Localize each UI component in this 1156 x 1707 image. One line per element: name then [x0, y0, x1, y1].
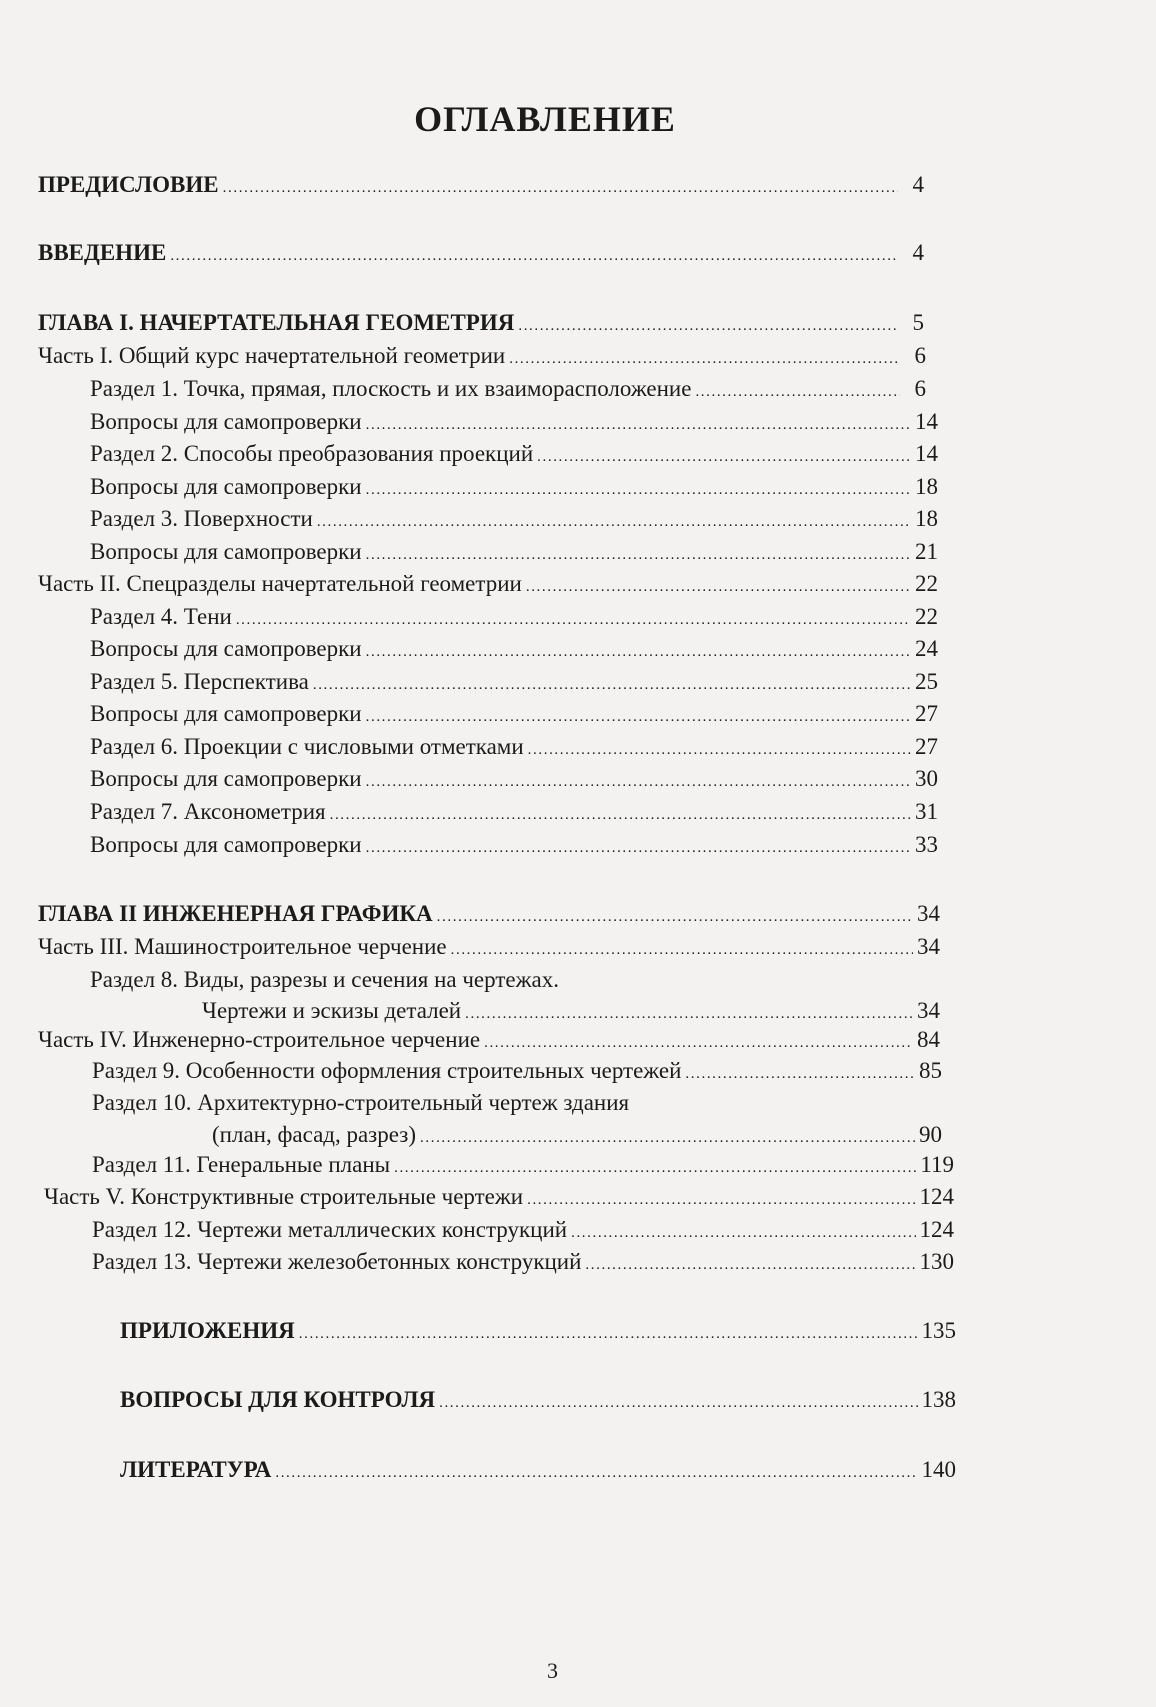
leader-dots	[571, 1213, 915, 1247]
toc-entry-page: 14	[915, 441, 938, 466]
toc-entry-page: 31	[915, 799, 938, 824]
toc-entry-title: Часть V. Конструктивные строительные чертежи	[44, 1184, 524, 1209]
toc-entry-page: 6	[914, 343, 926, 368]
toc-entry-title: Часть IV. Инженерно-строительное черчение	[38, 1027, 481, 1052]
toc-entry-section-6	[90, 730, 938, 764]
toc-entry-title: Часть I. Общий курс начертательной геометрии	[38, 343, 506, 368]
leader-dots	[420, 1118, 915, 1152]
leader-dots	[509, 339, 900, 373]
toc-entry-section-11	[92, 1148, 954, 1182]
toc-entry-page: 124	[919, 1217, 954, 1242]
toc-entry-preface	[38, 168, 924, 202]
leader-dots	[484, 1023, 913, 1057]
toc-entry-title: Раздел 4. Тени	[90, 604, 232, 629]
toc-entry-page: 30	[915, 766, 938, 791]
toc-entry-control-questions	[120, 1383, 956, 1417]
toc-entry-section-10-line1: Раздел 10. Архитектурно-строительный чертеж здания	[92, 1090, 630, 1115]
toc-entry-page: 84	[917, 1027, 940, 1052]
toc-entry-title: Вопросы для самопроверки	[90, 474, 362, 499]
leader-dots	[585, 1245, 915, 1279]
toc-entry-title: Вопросы для самопроверки	[90, 539, 362, 564]
leader-dots	[526, 567, 911, 601]
leader-dots	[366, 697, 911, 731]
toc-entry-page: 4	[912, 240, 924, 265]
toc-entry-page: 138	[921, 1387, 956, 1412]
toc-entry-section-10	[212, 1118, 942, 1152]
leader-dots	[527, 1180, 915, 1214]
toc-entry-title: ЛИТЕРАТУРА	[120, 1457, 272, 1482]
toc-entry-page: 34	[917, 998, 940, 1023]
toc-entry-page: 5	[912, 310, 924, 335]
toc-entry-title: Раздел 12. Чертежи металлических конструкций	[92, 1217, 568, 1242]
toc-entry-title: Вопросы для самопроверки	[90, 636, 362, 661]
toc-entry-section-9	[92, 1054, 942, 1088]
toc-entry-section-2	[90, 437, 938, 471]
leader-dots	[528, 730, 911, 764]
toc-entry-page: 4	[912, 172, 924, 197]
toc-entry-title: ПРИЛОЖЕНИЯ	[120, 1318, 295, 1343]
toc-entry-title: Раздел 3. Поверхности	[90, 506, 313, 531]
toc-entry-page: 14	[915, 409, 938, 434]
toc-entry-page: 25	[915, 669, 938, 694]
leader-dots	[236, 600, 911, 634]
leader-dots	[223, 168, 898, 202]
toc-entry-part-3	[38, 930, 940, 964]
leader-dots	[451, 930, 913, 964]
leader-dots	[170, 236, 898, 270]
toc-entry-title: ВВЕДЕНИЕ	[38, 240, 167, 265]
toc-entry-section-7	[90, 795, 938, 829]
leader-dots	[518, 306, 898, 340]
toc-entry-title: ПРЕДИСЛОВИЕ	[38, 172, 219, 197]
toc-entry-part-5	[44, 1180, 954, 1214]
toc-entry-section-4	[90, 600, 938, 634]
toc-entry-questions	[90, 470, 938, 504]
toc-entry-chapter-1	[38, 306, 924, 340]
toc-entry-title: Раздел 2. Способы преобразования проекций	[90, 441, 534, 466]
leader-dots	[299, 1314, 918, 1348]
leader-dots	[366, 470, 911, 504]
toc-entry-page: 22	[915, 571, 938, 596]
toc-entry-page: 18	[915, 474, 938, 499]
toc-entry-title: ВОПРОСЫ ДЛЯ КОНТРОЛЯ	[120, 1387, 436, 1412]
toc-entry-chapter-2	[38, 897, 940, 931]
toc-entry-page: 33	[915, 832, 938, 857]
leader-dots	[366, 405, 911, 439]
toc-entry-title: Вопросы для самопроверки	[90, 766, 362, 791]
toc-entry-questions	[90, 762, 938, 796]
toc-entry-title: Раздел 5. Перспектива	[90, 669, 309, 694]
toc-entry-title: Раздел 13. Чертежи железобетонных конструкций	[92, 1249, 582, 1274]
toc-entry-page: 24	[915, 636, 938, 661]
toc-entry-page: 18	[915, 506, 938, 531]
toc-entry-section-3	[90, 502, 938, 536]
leader-dots	[366, 762, 911, 796]
leader-dots	[330, 795, 911, 829]
toc-entry-section-13	[92, 1245, 954, 1279]
toc-entry-page: 22	[915, 604, 938, 629]
toc-entry-questions	[90, 405, 938, 439]
toc-entry-title: Раздел 1. Точка, прямая, плоскость и их взаиморасположение	[90, 376, 692, 401]
toc-entry-title: (план, фасад, разрез)	[212, 1122, 417, 1147]
toc-entry-part-1	[38, 339, 926, 373]
toc-entry-page: 135	[921, 1318, 956, 1343]
toc-entry-title: Раздел 6. Проекции с числовыми отметками	[90, 734, 524, 759]
toc-entry-page: 27	[915, 734, 938, 759]
leader-dots	[439, 1383, 917, 1417]
toc-entry-title: Чертежи и эскизы деталей	[202, 998, 462, 1023]
toc-entry-title: Раздел 9. Особенности оформления строительных чертежей	[92, 1058, 682, 1083]
toc-entry-page: 34	[917, 934, 940, 959]
leader-dots	[366, 828, 911, 862]
toc-entry-section-8-line1: Раздел 8. Виды, разрезы и сечения на чертежах.	[90, 967, 559, 992]
toc-entry-page: 90	[919, 1122, 942, 1147]
leader-dots	[437, 897, 913, 931]
toc-entry-title: Часть II. Спецразделы начертательной геометрии	[38, 571, 522, 596]
toc-entry-page: 34	[917, 901, 940, 926]
toc-entry-page: 130	[919, 1249, 954, 1274]
toc-entry-title: Вопросы для самопроверки	[90, 409, 362, 434]
toc-entry-page: 140	[921, 1457, 956, 1482]
toc-entry-title: ГЛАВА I. НАЧЕРТАТЕЛЬНАЯ ГЕОМЕТРИЯ	[38, 310, 515, 335]
toc-entry-section-12	[92, 1213, 954, 1247]
leader-dots	[685, 1054, 915, 1088]
toc-entry-title: Раздел 7. Аксонометрия	[90, 799, 326, 824]
leader-dots	[313, 665, 911, 699]
toc-entry-section-1	[90, 372, 926, 406]
toc-entry-questions	[90, 632, 938, 666]
toc-entry-part-4	[38, 1023, 940, 1057]
leader-dots	[537, 437, 911, 471]
toc-entry-page: 21	[915, 539, 938, 564]
toc-entry-literature	[120, 1453, 956, 1487]
page-number: 3	[547, 1658, 558, 1683]
toc-entry-page: 124	[919, 1184, 954, 1209]
leader-dots	[366, 632, 911, 666]
toc-entry-title: ГЛАВА II ИНЖЕНЕРНАЯ ГРАФИКА	[38, 901, 433, 926]
leader-dots	[275, 1453, 917, 1487]
toc-entry-part-2	[38, 567, 938, 601]
toc-entry-appendices	[120, 1314, 956, 1348]
toc-entry-questions	[90, 828, 938, 862]
toc-entry-title: Вопросы для самопроверки	[90, 832, 362, 857]
toc-entry-questions	[90, 697, 938, 731]
leader-dots	[695, 372, 900, 406]
toc-entry-introduction	[38, 236, 924, 270]
toc-entry-title: Раздел 11. Генеральные планы	[92, 1152, 391, 1177]
toc-entry-page: 27	[915, 701, 938, 726]
leader-dots	[317, 502, 911, 536]
toc-entry-page: 119	[920, 1152, 954, 1177]
toc-entry-section-5	[90, 665, 938, 699]
toc-entry-title: Часть III. Машиностроительное черчение	[38, 934, 447, 959]
leader-dots	[394, 1148, 916, 1182]
page-title: ОГЛАВЛЕНИЕ	[414, 99, 676, 139]
toc-entry-page: 6	[914, 376, 926, 401]
toc-entry-questions	[90, 535, 938, 569]
toc-entry-title: Вопросы для самопроверки	[90, 701, 362, 726]
toc-entry-page: 85	[919, 1058, 942, 1083]
leader-dots	[366, 535, 911, 569]
